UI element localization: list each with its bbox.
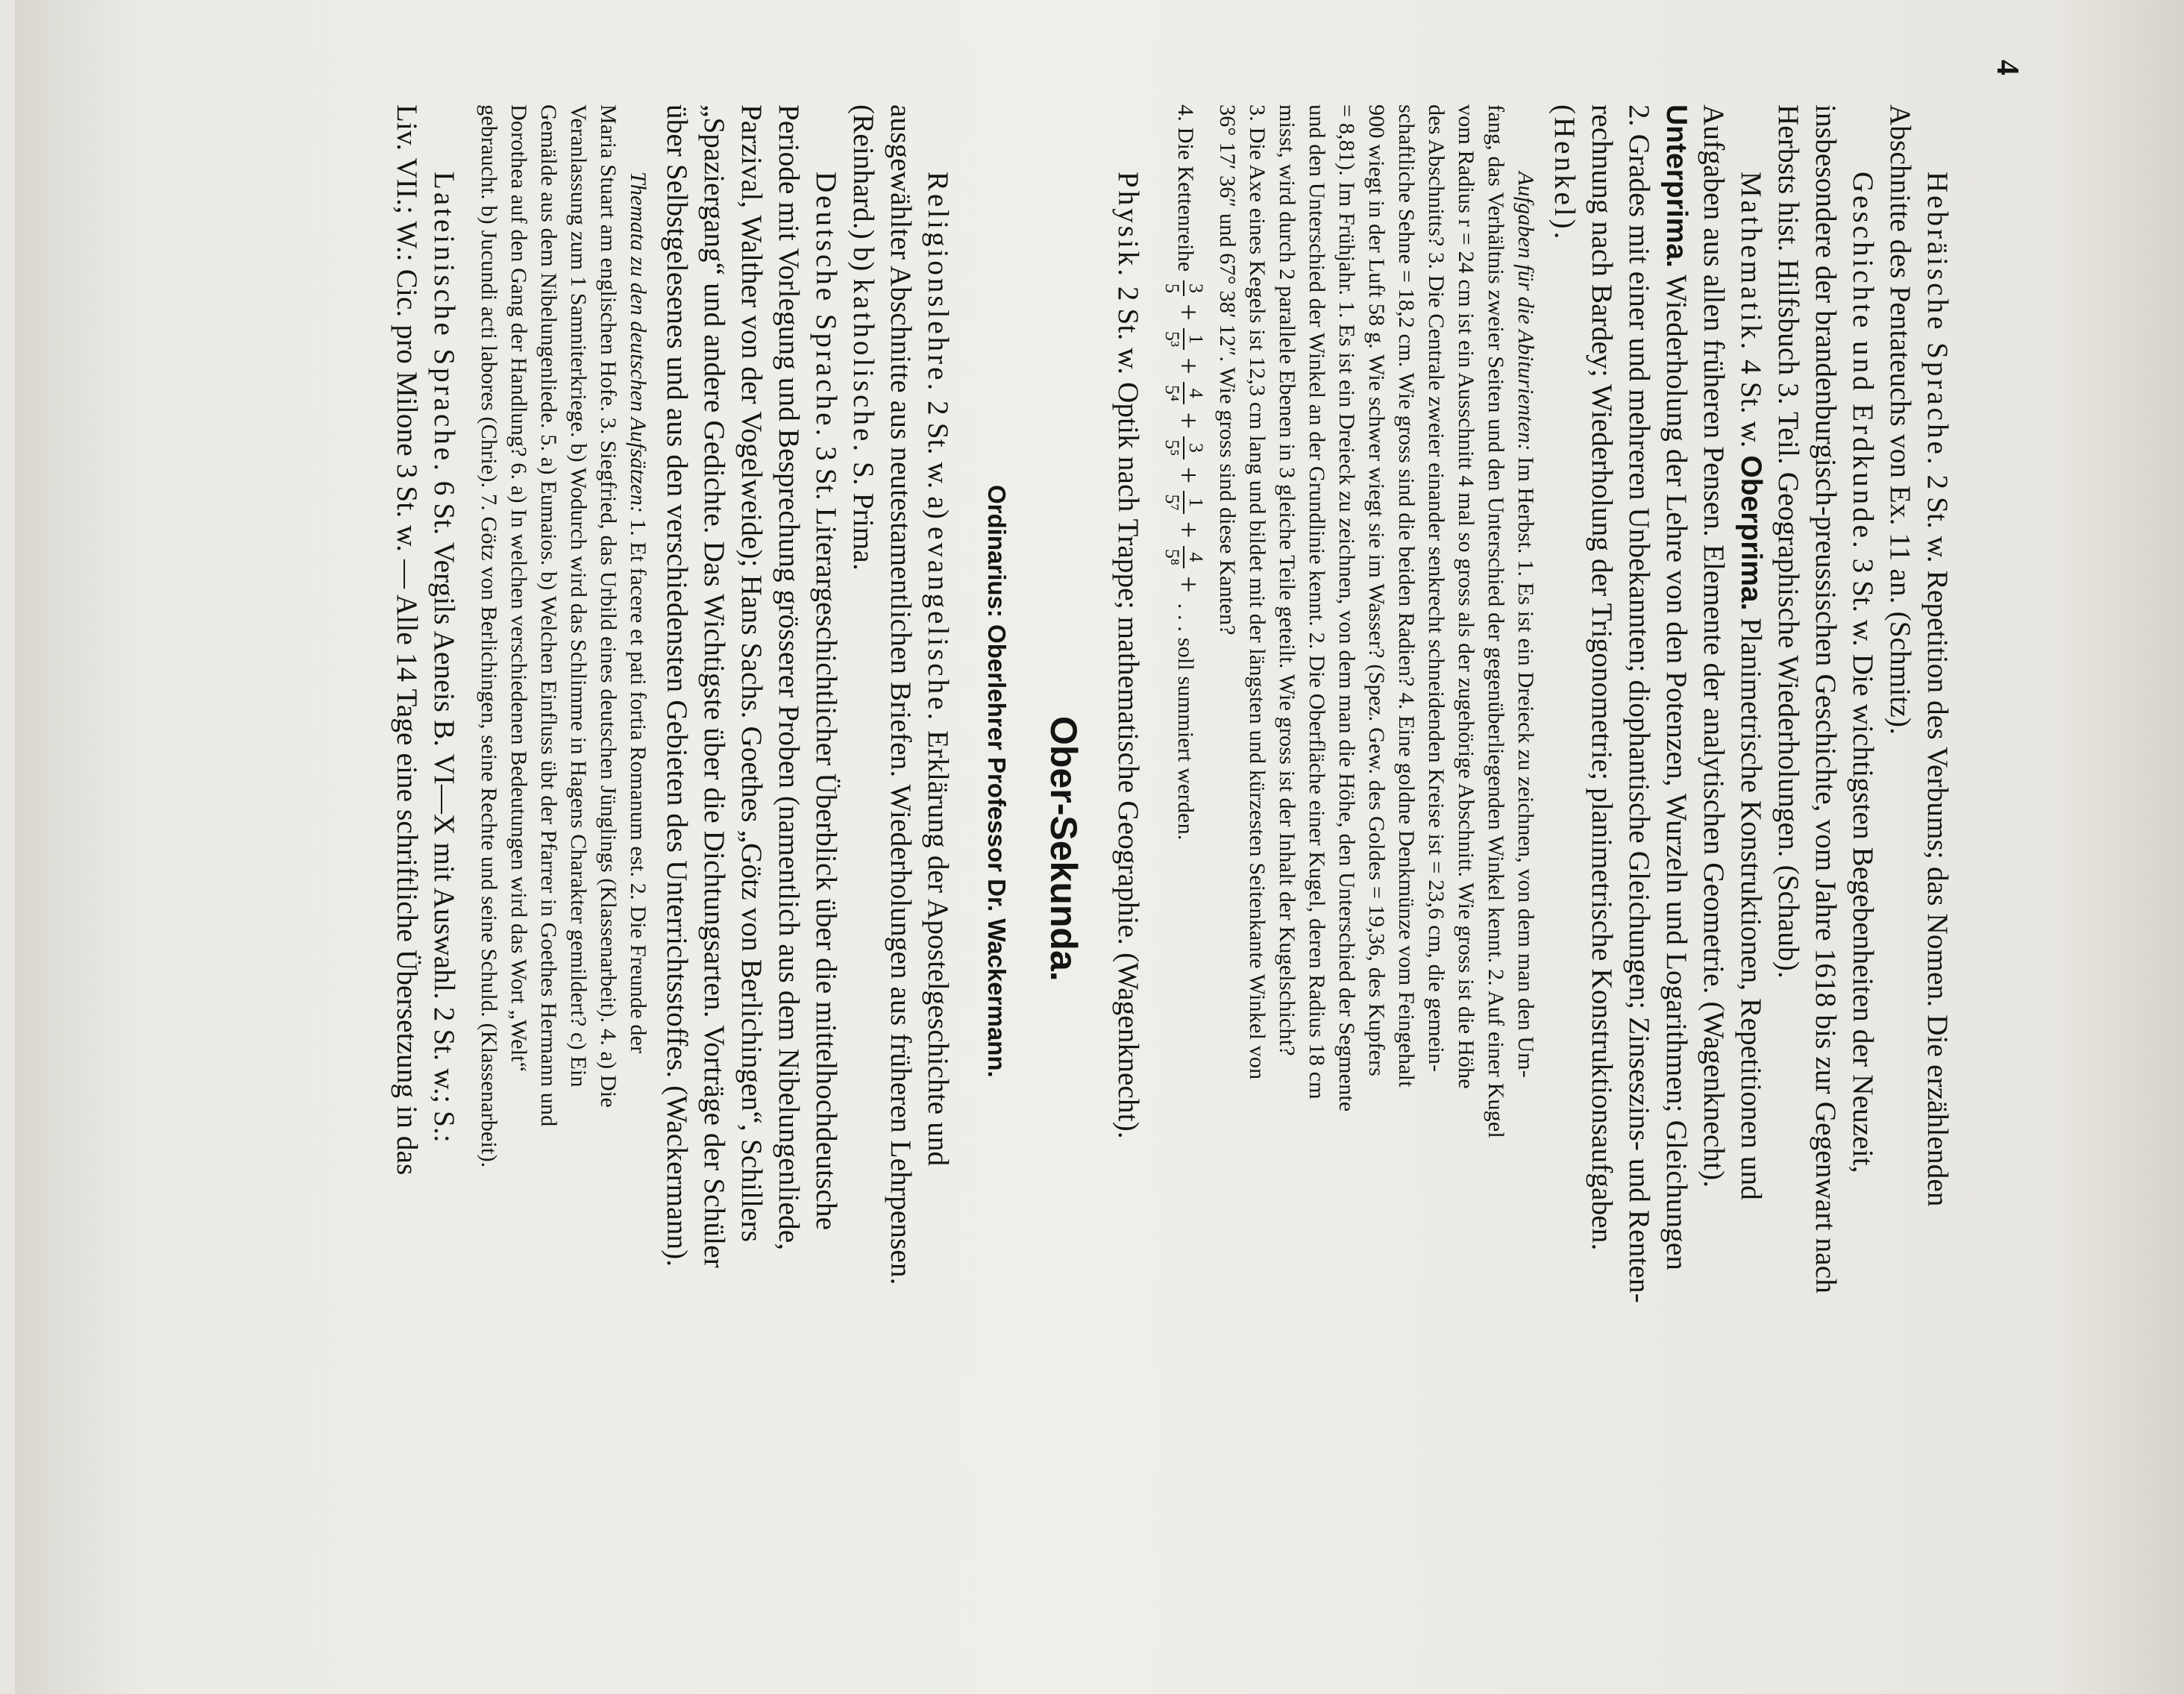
fraction-denominator: 5⁴	[1161, 384, 1183, 402]
history-title: Geschichte und Erdkunde.	[1847, 172, 1879, 551]
themes-line-6: gebraucht. b) Jucundi acti labores (Chrie). 7. Götz von Berlichingen, seine Rechte und seine Schuld. (Klassenarbeit).	[477, 104, 501, 1168]
abitur-label: Aufgaben für die Abiturienten:	[1513, 172, 1538, 451]
page-number: 4	[1990, 60, 2024, 75]
plus-sign: +	[1172, 466, 1206, 484]
series-fraction	[1161, 382, 1207, 404]
religion-reinhard: (Reinhard.) b)	[847, 104, 879, 279]
latin-title: Lateinische Sprache.	[428, 172, 460, 474]
hebrew-text: Repetition des Verbums; das Nomen. Die erzählenden	[1921, 570, 1954, 1207]
hebrew-line-1	[1921, 172, 1954, 1207]
themes-line-2: Maria Stuart am englischen Hofe. 3. Siegfried, das Urbild eines deutschen Jünglings (Klassenarbeit). 4. a) Die	[596, 104, 621, 1108]
abitur-text-1: Im Herbst. 1. Es ist ein Dreieck zu zeichnen, von dem man den Um-	[1513, 451, 1538, 1079]
german-line-1	[809, 172, 843, 1230]
latin-line-2: Liv. VII.; W.: Cic. pro Milone 3 St. w. — Alle 14 Tage eine schriftliche Übersetzung in das	[391, 104, 423, 1176]
themes-label: Themata zu den deutschen Aufsätzen:	[626, 172, 650, 514]
math-oberprima-label: Oberprima.	[1735, 455, 1767, 611]
religion-hours: 2 St. w. a)	[922, 393, 954, 527]
abitur-line-5: schaftliche Sehne = 18,2 cm. Wie gross sind die beiden Radien? 4. Eine goldne Denkmünze vom Feingehalt	[1394, 104, 1419, 1088]
series-fraction	[1161, 328, 1207, 350]
math-line-2: Aufgaben aus allen früheren Pensen. Elemente der analytischen Geometrie. (Wagenknecht).	[1698, 104, 1730, 1188]
plus-sign: +	[1172, 576, 1206, 593]
abitur-line-1	[1513, 172, 1538, 1078]
history-text: 3 St. w. Die wichtigsten Begebenheiten der Neuzeit,	[1847, 550, 1879, 1173]
plus-sign: +	[1172, 357, 1206, 374]
fraction-denominator: 5⁸	[1161, 548, 1183, 566]
german-line-2: Periode mit Vorlegung und Besprechung grösserer Proben (namentlich aus dem Nibelungenliede,	[773, 104, 805, 1251]
themes-line-4: Gemälde aus dem Nibelungenliede. 5. a) Eumaios. b) Welchen Einfluss übt der Pfarrer in Goethes Hermann und	[536, 104, 561, 1127]
themes-line-5: Dorothea auf den Gang der Handlung? 6. a) In welchen verschiedenen Bedeutungen wird das Wort „Welt“	[506, 104, 531, 1073]
series-fraction	[1161, 491, 1207, 513]
hebrew-title: Hebräische Sprache.	[1921, 172, 1954, 468]
religion-katholisch: katholische.	[847, 278, 879, 455]
series-formula	[1161, 277, 1207, 597]
fraction-denominator: 5⁵	[1161, 439, 1183, 457]
themes-line-3: Veranlassung zum 1 Samniterkriege. b) Wodurch wird das Schlimme in Hagens Charakter gemildert? c) Ein	[566, 104, 591, 1088]
german-line-5: über Selbstgelesenes und aus den verschiedensten Gebieten des Unterrichtsstoffes. (Wackermann).	[661, 104, 693, 1267]
abitur-line-9: misst, wird durch 2 parallele Ebenen in 3 gleiche Teile geteilt. Wie gross ist der Inhalt der Kugelschicht?	[1275, 104, 1299, 1056]
abitur-line-8: und den Unterschied der Winkel an der Grundlinie kennt. 2. Die Oberfläche einer Kugel, deren Radius 18 cm	[1305, 104, 1329, 1099]
abitur-line-11: 36° 17′ 36″ und 67° 38′ 12″. Wie gross sind diese Kanten?	[1215, 104, 1240, 636]
history-line-1	[1846, 172, 1880, 1173]
fraction-denominator: 5³	[1161, 331, 1183, 348]
series-fraction	[1161, 546, 1207, 568]
religion-line-2: ausgewählter Abschnitte aus neutestamentlichen Briefen. Wiederholungen aus früheren Lehrpensen.	[885, 104, 917, 1285]
physics-title: Physik.	[1112, 172, 1144, 279]
fraction-denominator: 5	[1161, 283, 1183, 294]
physics-text: 2 St. w. Optik nach Trappe; mathematische Geographie. (Wagenknecht).	[1112, 278, 1144, 1139]
fraction-denominator: 5⁷	[1161, 494, 1183, 511]
latin-text: 6 St. Vergils Aeneis B. VI—X mit Auswahl. 2 St. w.; S.:	[428, 473, 460, 1143]
german-text: 3 St. Literargeschichtlicher Überblick über die mittelhochdeutsche	[810, 439, 842, 1231]
plus-sign: +	[1172, 412, 1206, 430]
physics-line-1	[1111, 172, 1145, 1139]
religion-line-3	[847, 104, 880, 571]
german-line-4: „Spaziergang“ und andere Gedichte. Das Wichtigste über die Dichtungsarten. Vorträge der Schüler	[698, 104, 730, 1268]
math-line-3	[1660, 104, 1693, 1270]
series-intro: 4. Die Kettenreihe	[1173, 104, 1199, 272]
plus-sign: +	[1172, 521, 1206, 539]
fraction-numerator: 3	[1183, 436, 1207, 459]
math-line-5: rechnung nach Bardey; Wiederholung der Trigonometrie; planimetrische Konstruktionsaufgaben.	[1586, 104, 1618, 1251]
history-line-3: Herbsts hist. Hilfsbuch 3. Teil. Geographische Wiederholungen. (Schaub).	[1772, 104, 1804, 979]
math-hours: 4 St. w.	[1735, 352, 1767, 456]
math-line-1	[1734, 172, 1768, 1200]
abitur-line-2: fang, das Verhältnis zweier Seiten und den Unterschied der gegenüberliegenden Winkel kennt. 2. Auf einer Kugel	[1484, 104, 1508, 1138]
german-title: Deutsche Sprache.	[810, 172, 842, 439]
fraction-numerator: 4	[1183, 382, 1207, 404]
section-heading: Ober-Sekunda.	[1043, 716, 1085, 982]
abitur-line-12	[1161, 104, 1207, 840]
rotated-text-block	[224, 60, 2024, 1634]
math-line-6: (Henkel).	[1548, 104, 1581, 242]
fraction-numerator: 4	[1183, 546, 1207, 568]
abitur-line-7: = 8,81). Im Frühjahr. 1. Es ist ein Dreieck zu zeichnen, von dem man die Höhe, den Unterschied der Segmente	[1334, 104, 1359, 1112]
religion-text: Erklärung der Apostelgeschichte und	[922, 723, 954, 1167]
math-unterprima-label: Unterprima.	[1660, 104, 1692, 268]
abitur-line-6: 900 wiegt in der Luft 58 g. Wie schwer wiegt sie im Wasser? (Spez. Gew. des Goldes = 19,36, des Kupfers	[1364, 104, 1389, 1077]
math-unterprima-text: Wiederholung der Lehre von den Potenzen, Wurzeln und Logarithmen; Gleichungen	[1660, 267, 1692, 1271]
series-outro: . . . soll summiert werden.	[1173, 603, 1199, 841]
series-fraction	[1161, 280, 1207, 296]
fraction-numerator: 1	[1183, 328, 1207, 350]
fraction-numerator: 1	[1183, 491, 1207, 513]
themes-text-1: 1. Et facere et pati fortia Romanum est. 2. Die Freunde der	[626, 513, 650, 1054]
religion-title: Religionslehre.	[922, 172, 954, 394]
plus-sign: +	[1172, 304, 1206, 321]
themes-line-1	[625, 172, 650, 1053]
math-line-4: 2. Grades mit einer und mehreren Unbekannten; diophantische Gleichungen; Zinseszins- und Renten-	[1623, 104, 1655, 1303]
religion-prima: S. Prima.	[847, 454, 879, 571]
hebrew-line-2: Abschnitte des Pentateuchs von Ex. 11 an. (Schmitz).	[1884, 104, 1916, 735]
math-title: Mathematik.	[1735, 172, 1767, 353]
series-fraction	[1161, 436, 1207, 459]
abitur-line-3: vom Radius r = 24 cm ist ein Ausschnitt 4 mal so gross als der zugehörige Abschnitt. Wie gross ist die Höhe	[1454, 104, 1478, 1089]
abitur-line-10: 3. Die Axe eines Kegels ist 12,3 cm lang und bildet mit der längsten und kürzesten Seitenkante Winkel von	[1245, 104, 1270, 1080]
latin-line-1	[427, 172, 461, 1143]
abitur-line-4: des Abschnitts? 3. Die Centrale zweier einander senkrecht schneidenden Kreise ist = 23,6 cm, die gemein-	[1424, 104, 1449, 1073]
hebrew-hours: 2 St. w.	[1921, 467, 1954, 571]
religion-line-1	[921, 172, 955, 1166]
fraction-numerator: 3	[1183, 280, 1207, 296]
ordinarius-line: Ordinarius: Oberlehrer Professor Dr. Wackermann.	[983, 485, 1011, 1078]
history-line-2: insbesondere der brandenburgisch-preussischen Geschichte, vom Jahre 1618 bis zur Gegenwart nach	[1810, 104, 1842, 1294]
religion-evangelisch: evangelische.	[922, 527, 954, 724]
math-oberprima-text: Planimetrische Konstruktionen, Repetitionen und	[1735, 610, 1767, 1201]
german-line-3: Parzival, Walther von der Vogelweide); Hans Sachs. Goethes „Götz von Berlichingen“, Schillers	[735, 104, 768, 1243]
